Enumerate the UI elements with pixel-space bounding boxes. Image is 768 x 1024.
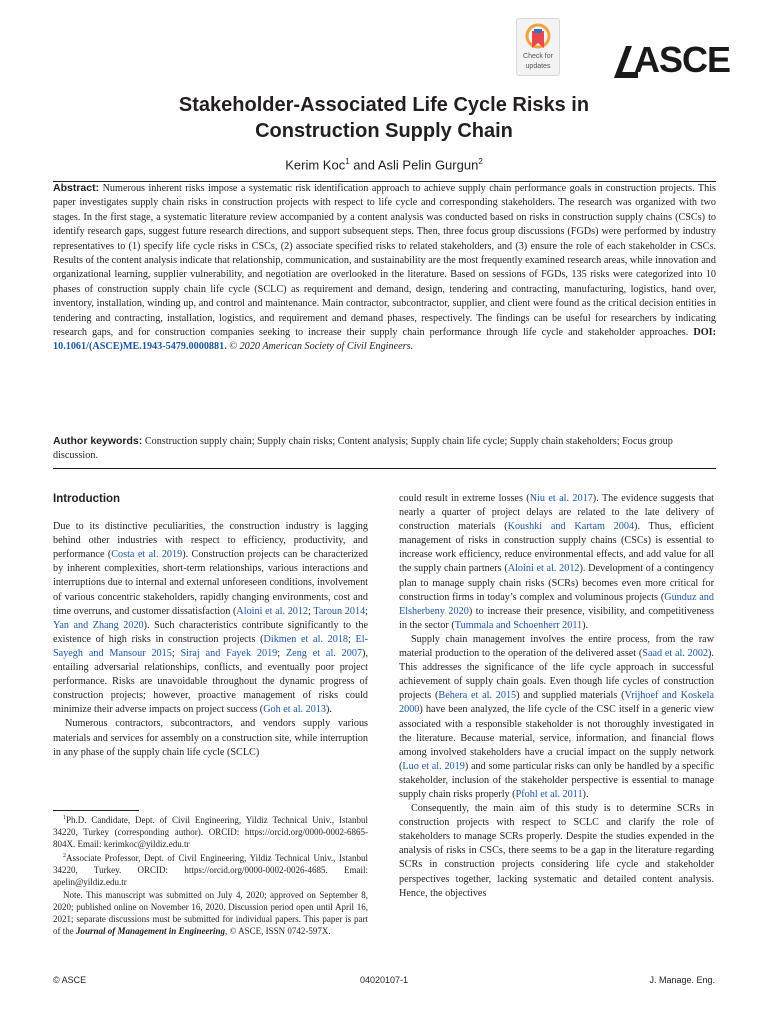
paper-title — [60, 92, 708, 144]
author-2-affil: 2 — [478, 157, 483, 166]
footer-journal: J. Manage. Eng. — [649, 975, 715, 985]
author-2: Asli Pelin Gurgun — [377, 157, 479, 173]
citation-link[interactable]: Vrijhoef and Koskela 2000 — [399, 690, 714, 716]
citation-link[interactable]: Luo et al. 2019 — [402, 760, 465, 772]
authors — [60, 157, 708, 172]
citation-link[interactable]: Koushki and Kartam 2004 — [507, 521, 635, 533]
intro-paragraph-1: Due to its distinctive peculiarities, the construction industry is lagging behind other industries with respect to efficiency, productivity, and performance (Costa et al. 2019). Construction projects can be characterized by inherent complexities, short-term relationships, various interactions and interruptions due to internal and external unforeseen conditions, involvement of various concentric stakeholders, rapidly changing environments, cost and time overruns, and customer dissatisfaction (Aloini et al. 2012; Taroun 2014; Yan and Zhang 2020). Such characteristics contribute significantly to the existence of high risks in construction projects (Dikmen et al. 2018; El-Sayegh and Mansour 2015; Siraj and Fayek 2019; Zeng et al. 2007), entailing adversarial relationships, conflicts, and eventually poor project performance. Risks are unavoidable throughout the dynamic progress of construction projects; however, proactive management of risks could minimize their adverse impacts on project success (Goh et al. 2013). — [53, 521, 369, 716]
title-line-1: Stakeholder-Associated Life Cycle Risks in — [178, 94, 590, 116]
keywords-bottom-rule — [53, 468, 716, 469]
footer-copyright: © ASCE — [53, 975, 87, 985]
footnote-2: $^2$Associate Professor, Dept. of Civil Engineering, Yildiz Technical Univ., Istanbul 34220, Turkey. ORCID: https://orcid.org/0000-0002-0026-4685. Email: apelin@yildiz.edu.tr — [53, 853, 368, 888]
author-keywords — [53, 434, 716, 464]
title-line-2: Construction Supply Chain — [255, 120, 513, 142]
keywords-heading: Author keywords: — [53, 435, 143, 447]
citation-link[interactable]: Costa et al. 2019 — [111, 549, 183, 561]
footnote-rule — [53, 810, 139, 811]
citation-link[interactable]: Yan and Zhang 2020 — [53, 619, 144, 631]
citation-link[interactable]: Gunduz and Elsherbeny 2020 — [399, 591, 714, 617]
manuscript-note: Note. This manuscript was submitted on July 4, 2020; approved on September 8, 2020; published online on November 16, 2020. Discussion period open until April 16, 2021; separate discussions must be submitted for individual papers. This paper is part of the Journal of Management in Engineering, © ASCE, ISSN 0742-597X. — [53, 889, 368, 936]
footnote-1: $^1$Ph.D. Candidate, Dept. of Civil Engineering, Yildiz Technical Univ., Istanbul 34220, Turkey (corresponding author). ORCID: https://orcid.org/0000-0002-6865-804X. Email: kerimkoc@yildiz.edu.tr — [53, 815, 368, 850]
citation-link[interactable]: Aloini et al. 2012 — [236, 605, 309, 617]
citation-link[interactable]: El-Sayegh and Mansour 2015 — [53, 633, 368, 659]
right-paragraph-1: could result in extreme losses (Niu et al. 2017). The evidence suggests that nearly a quarter of project delays are related to the late delivery of construction materials (Koushki and Kartam 2004). Thus, efficient management of risks in construction supply chains (CSCs) is essential to increase work efficiency, reduce environmental effects, and add value for all the supply chain partners (Aloini et al. 2012). Development of a contingency plan to manage supply chain risks (SCRs) becomes even more critical for construction firms in today’s complex and voluminous projects (Gunduz and Elsherbeny 2020) to increase their presence, visibility, and competitiveness in the sector (Tummala and Schoenherr 2011). — [399, 493, 714, 631]
citation-link[interactable]: Goh et al. 2013 — [263, 704, 326, 716]
citation-link[interactable]: Saad et al. 2002 — [642, 648, 709, 660]
citation-link[interactable]: Zeng et al. 2007 — [285, 647, 363, 659]
citation-link[interactable]: Behera et al. 2015 — [438, 690, 517, 702]
intro-paragraph-2: Numerous contractors, subcontractors, and vendors supply various materials and services for assembly on a construction site, while interruption in any phase of the supply chain life cycle (SCLC) — [53, 718, 368, 758]
footnotes — [53, 812, 368, 937]
right-column — [399, 492, 714, 901]
check-for-updates-badge[interactable] — [516, 18, 560, 76]
abstract — [53, 181, 716, 355]
keywords-body: Construction supply chain; Supply chain risks; Content analysis; Supply chain life cycle; Supply chain stakeholders; Focus group discussion. — [53, 436, 673, 462]
citation-link[interactable]: Pfohl et al. 2011 — [515, 788, 583, 800]
citation-link[interactable]: Tummala and Schoenherr 2011 — [454, 619, 583, 631]
journal-name: Journal of Management in Engineering — [76, 925, 226, 936]
citation-link[interactable]: Taroun 2014 — [313, 605, 366, 617]
author-separator: and — [349, 157, 378, 173]
footer-article-number: 04020107-1 — [359, 975, 409, 985]
citation-link[interactable]: Niu et al. 2017 — [529, 493, 593, 504]
citation-link[interactable]: Dikmen et al. 2018 — [263, 633, 349, 645]
author-1: Kerim Koc — [285, 157, 346, 173]
doi-label: DOI: — [693, 327, 716, 339]
right-paragraph-2: Supply chain management involves the entire process, from the raw material production to the operation of the delivered asset (Saad et al. 2002). This addresses the significance of the life cycle approach in successful achievement of supply chain goals. Even though life cycles of construction projects (Behera et al. 2015) and supplied materials (Vrijhoef and Koskela 2000) have been analyzed, the life cycle of the CSC itself in a generic view associated with a responsible stakeholder is not thoroughly investigated in the literature. Because material, service, information, and financial flows among involved stakeholders have a crucial impact on the supply network (Luo et al. 2019) and some particular risks can only be handled by a specific stakeholder, inclusion of the stakeholder perspective is essential to manage supply chain risks properly (Pfohl et al. 2011). — [399, 633, 714, 800]
asce-logo-text: ASCE — [634, 39, 731, 80]
citation-link[interactable]: Aloini et al. 2012 — [507, 563, 580, 575]
author-1-affil: 1 — [345, 157, 350, 166]
abstract-body: Numerous inherent risks impose a systematic risk identification approach to achieve supply chain performance goals in construction projects. This paper investigates supply chain risks in construction projects with respect to life cycle and corresponding stakeholders. The research was organized with two stages. In the first stage, a systematic literature review accompanied by a content analysis was conducted based on risks in construction supply chains (CSCs) to identify research gaps, suggest future research directions, and support subsequent steps. Then, three focus group discussions (FGDs) were performed by industry representatives to (1) specify life cycle risks in CSCs, (2) associate specified risks to related stakeholders, and (3) ensure the role of each stakeholder in CSCs. Results of the content analysis indicate that relationship, communication, and sustainability are the most frequently examined research areas, while innovation and organizational learning, supplier vulnerability, and negotiation are overlooked in the literature. Based on sessions of FGDs, 135 risks were categorized into 10 phases of construction supply chain life cycle (SCLC) as requirement and demand, design, tendering and contracting, manufacturing, logistics, hand over, inventory, installation, winding up, and control and maintenance. Main contractor, subcontractor, supplier, and client were found as the critical decision entities in tendering and contracting, installation, logistics, and requirement and demand phases, respectively. The findings can be useful for researchers by indicating research gaps, and for construction companies seeking to increase their supply chain performance through life cycle and stakeholder approaches. — [53, 183, 716, 339]
citation-link[interactable]: Siraj and Fayek 2019 — [180, 647, 278, 659]
abstract-heading: Abstract: — [53, 182, 100, 194]
abstract-copyright: © 2020 American Society of Civil Engineers. — [229, 341, 414, 353]
check-updates-icon — [525, 23, 551, 51]
introduction-heading: Introduction — [53, 493, 121, 505]
badge-line-2: updates — [525, 63, 551, 70]
right-paragraph-3: Consequently, the main aim of this study is to determine SCRs in construction projects with respect to SCLC and clarify the role of stakeholders to manage SCRs properly. Despite the studies expended in the analysis of risks in CSCs, there seems to be a gap in the literature regarding SCRs in construction projects considering life cycle and stakeholder perspectives together, lacking systematic and detailed content analysis. Hence, the objectives — [399, 803, 714, 899]
badge-line-1: Check for — [523, 53, 553, 60]
asce-logo — [612, 39, 731, 82]
left-column — [53, 492, 368, 760]
doi-link[interactable]: 10.1061/(ASCE)ME.1943-5479.0000881. — [53, 341, 227, 353]
